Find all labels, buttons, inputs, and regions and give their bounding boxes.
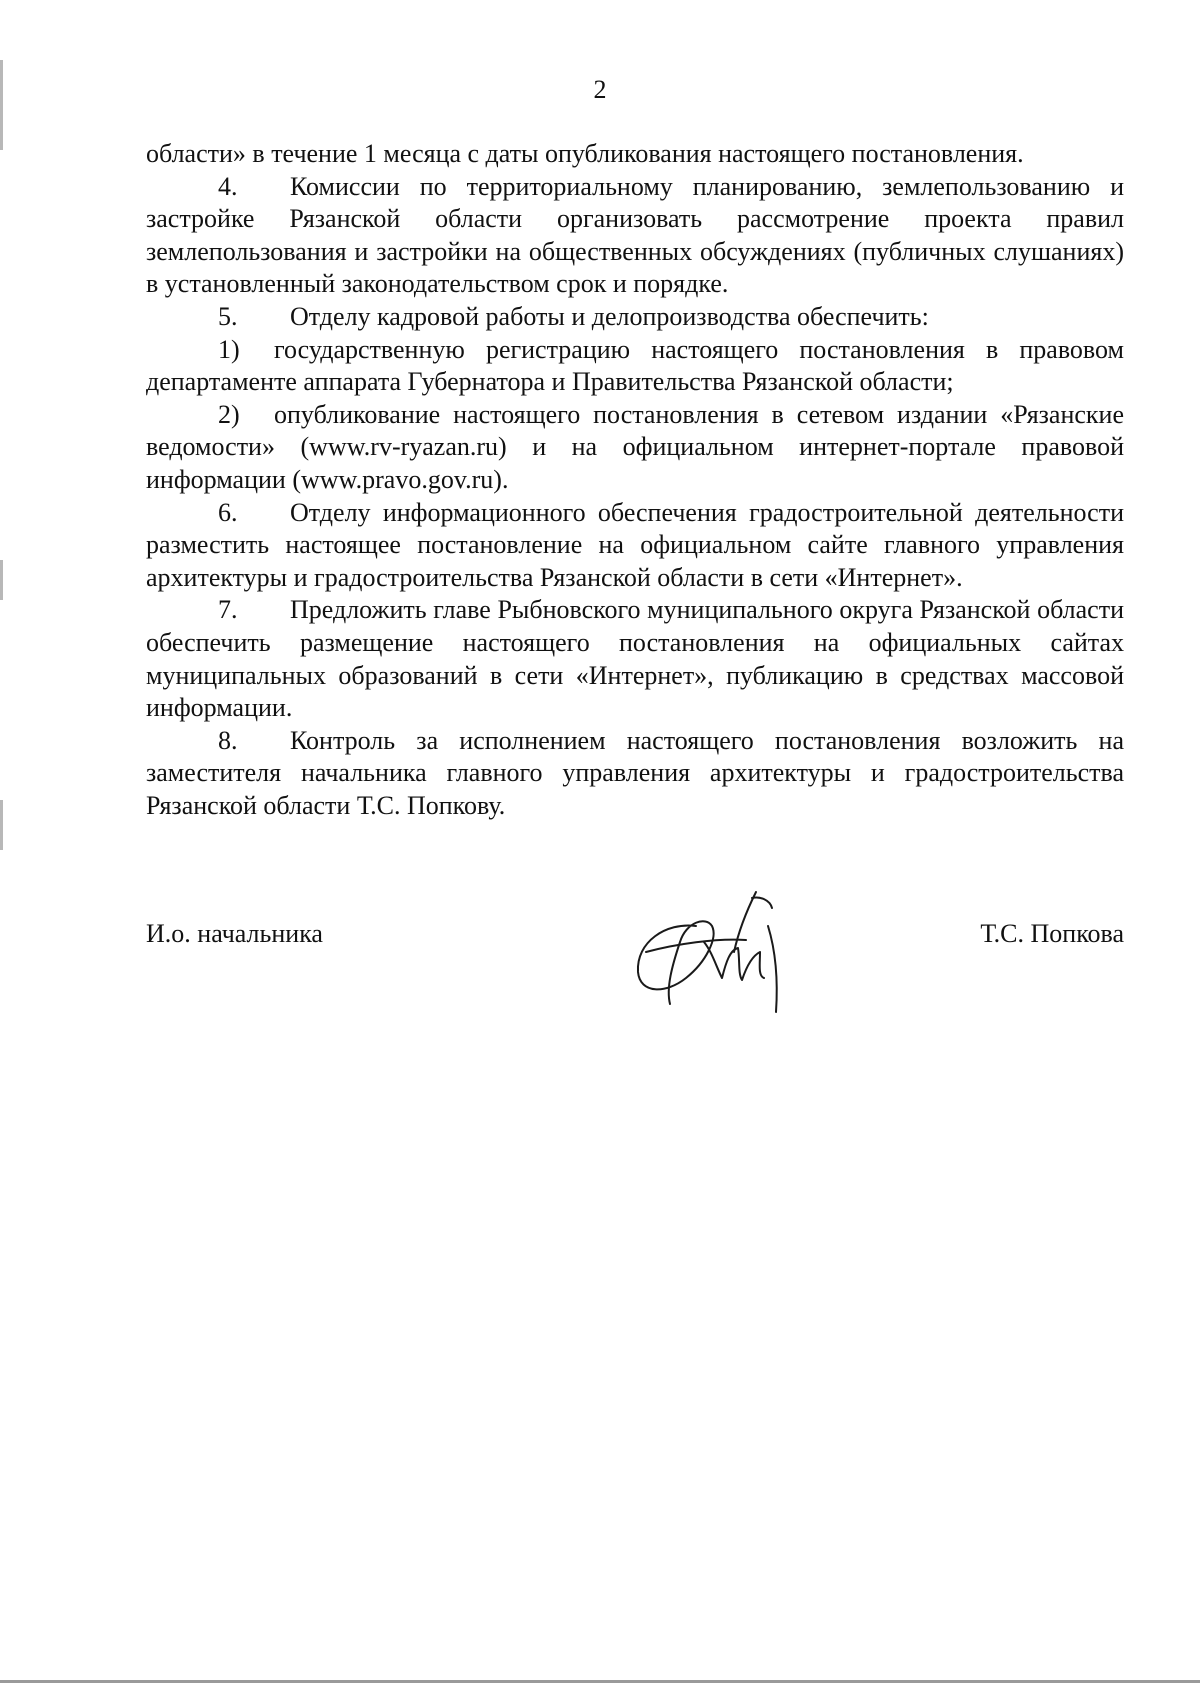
- paragraph-text: Отделу кадровой работы и делопроизводства обеспечить:: [290, 301, 929, 331]
- paragraph-continuation: [146, 138, 1124, 171]
- paragraph-item-5: [146, 301, 1124, 334]
- paragraph-text: государственную регистрацию настоящего постановления в правовом департаменте аппарата Губернатора и Правительства Рязанской области;: [146, 334, 1124, 397]
- paragraph-text: Контроль за исполнением настоящего постановления возложить на заместителя начальника главного управления архитектуры и градостроительства Рязанской области Т.С. Попкову.: [146, 725, 1124, 820]
- paragraph-number: 2): [218, 399, 240, 429]
- page-number: 2: [593, 75, 607, 104]
- paragraph-text: опубликование настоящего постановления в сетевом издании «Рязанские ведомости» (www.rv-ryazan.ru) и на официальном интернет-портале правовой информации (www.pravo.gov.ru).: [146, 399, 1124, 494]
- paragraph-number: 4.: [218, 171, 238, 201]
- paragraph-item-7: [146, 594, 1124, 724]
- paragraph-item-8: [146, 725, 1124, 823]
- paragraph-text: Предложить главе Рыбновского муниципального округа Рязанской области обеспечить размещение настоящего постановления на официальных сайтах муниципальных образований в сети «Интернет», публикацию в средствах массовой информации.: [146, 595, 1124, 723]
- signatory-role: И.о. начальника: [146, 919, 323, 948]
- paragraph-number: 5.: [218, 301, 238, 331]
- paragraph-number: 6.: [218, 497, 238, 527]
- signatory-name: Т.С. Попкова: [980, 919, 1124, 948]
- paragraph-subitem-2: [146, 399, 1124, 497]
- scan-bottom-edge: [0, 1680, 1200, 1683]
- paragraph-number: 7.: [218, 595, 238, 625]
- document-body: [146, 138, 1124, 822]
- paragraph-text: Комиссии по территориальному планированию, землепользованию и застройке Рязанской области организовать рассмотрение проекта правил землепользования и застройки на общественных обсуждениях (публичных слушаниях) в установленный законодательством срок и порядке.: [146, 171, 1124, 299]
- scan-edge-mark: [0, 800, 3, 850]
- handwritten-signature-icon: [626, 882, 826, 1022]
- paragraph-number: 1): [218, 334, 240, 364]
- paragraph-number: 8.: [218, 725, 238, 755]
- paragraph-item-6: [146, 497, 1124, 595]
- paragraph-subitem-1: [146, 334, 1124, 399]
- paragraph-item-4: [146, 171, 1124, 301]
- signature-block: [146, 918, 1124, 1038]
- scan-edge-mark: [0, 560, 3, 600]
- paragraph-text: Отделу информационного обеспечения градостроительной деятельности разместить настоящее постановление на официальном сайте главного управления архитектуры и градостроительства Рязанской области в сети «Интернет».: [146, 497, 1124, 592]
- paragraph-text: области» в течение 1 месяца с даты опубликования настоящего постановления.: [146, 139, 1024, 168]
